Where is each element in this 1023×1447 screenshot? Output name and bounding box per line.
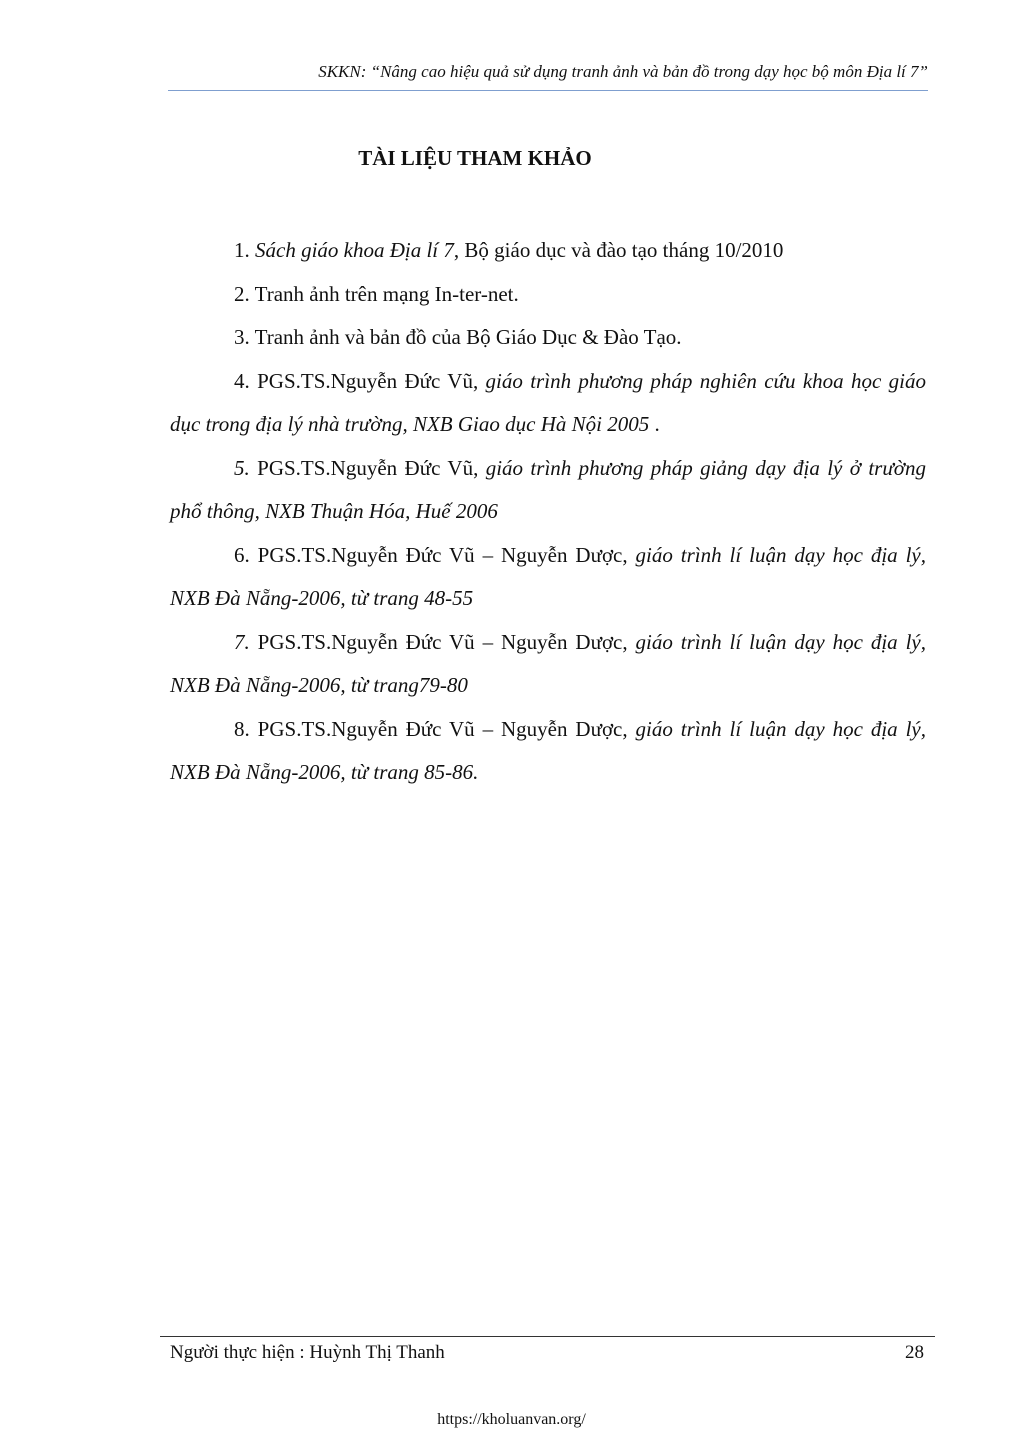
reference-author: PGS.TS.Nguyễn Đức Vũ – Nguyễn Dược, [257,542,636,567]
reference-author: PGS.TS.Nguyễn Đức Vũ – Nguyễn Dược, [257,716,636,741]
reference-number: 4. [234,368,250,393]
reference-author: PGS.TS.Nguyễn Đức Vũ, [257,455,486,480]
reference-number: 2. [234,281,250,306]
reference-item [170,534,926,621]
reference-number: 3. [234,325,250,349]
reference-author: PGS.TS.Nguyễn Đức Vũ – Nguyễn Dược, [257,629,636,654]
source-url: https://kholuanvan.org/ [437,1411,586,1428]
reference-italic-title: giáo trình lí luận dạy học địa lý, NXB Đà Nẵng-2006, từ trang 48-55 [170,542,927,610]
reference-item [170,447,926,534]
reference-list [170,229,926,795]
footer-author: Người thực hiện : Huỳnh Thị Thanh [170,1342,445,1363]
reference-item [170,360,926,447]
reference-number: 1. [234,238,250,262]
reference-italic-title: giáo trình phương pháp nghiên cứu khoa học giáo dục trong địa lý nhà trường, NXB Giao dục Hà Nội 2005 [170,368,927,436]
reference-italic-title: Sách giáo khoa Địa lí 7 [255,238,454,262]
footer-rule [160,1336,935,1337]
reference-rest: Tranh ảnh trên mạng In-ter-net. [254,281,519,306]
reference-number: 7. [234,629,250,654]
reference-item [170,229,926,273]
reference-italic-title: giáo trình lí luận dạy học địa lý, NXB Đà Nẵng-2006, từ trang 85-86. [170,716,927,784]
header-rule [168,90,928,91]
reference-rest: Tranh ảnh và bản đồ của Bộ Giáo Dục & Đào Tạo. [254,325,682,349]
page-title: TÀI LIỆU THAM KHẢO [358,146,592,170]
reference-rest: , Bộ giáo dục và đào tạo tháng 10/2010 [453,238,784,262]
reference-number: 5. [234,455,250,480]
reference-author: PGS.TS.Nguyễn Đức Vũ, [257,368,486,393]
header-text: SKKN: “Nâng cao hiệu quả sử dụng tranh ảnh và bản đồ trong dạy học bộ môn Địa lí 7” [318,62,928,81]
reference-item [170,316,926,360]
reference-item [170,273,926,317]
reference-rest: . [649,412,660,436]
reference-item [170,621,926,708]
reference-number: 8. [234,716,250,741]
reference-number: 6. [234,542,250,567]
reference-italic-title: giáo trình phương pháp giảng dạy địa lý ở trường phổ thông, NXB Thuận Hóa, Huế 2006 [170,455,927,523]
page-number: 28 [905,1342,924,1363]
reference-italic-title: giáo trình lí luận dạy học địa lý, NXB Đà Nẵng-2006, từ trang79-80 [170,629,927,697]
reference-item [170,708,926,795]
